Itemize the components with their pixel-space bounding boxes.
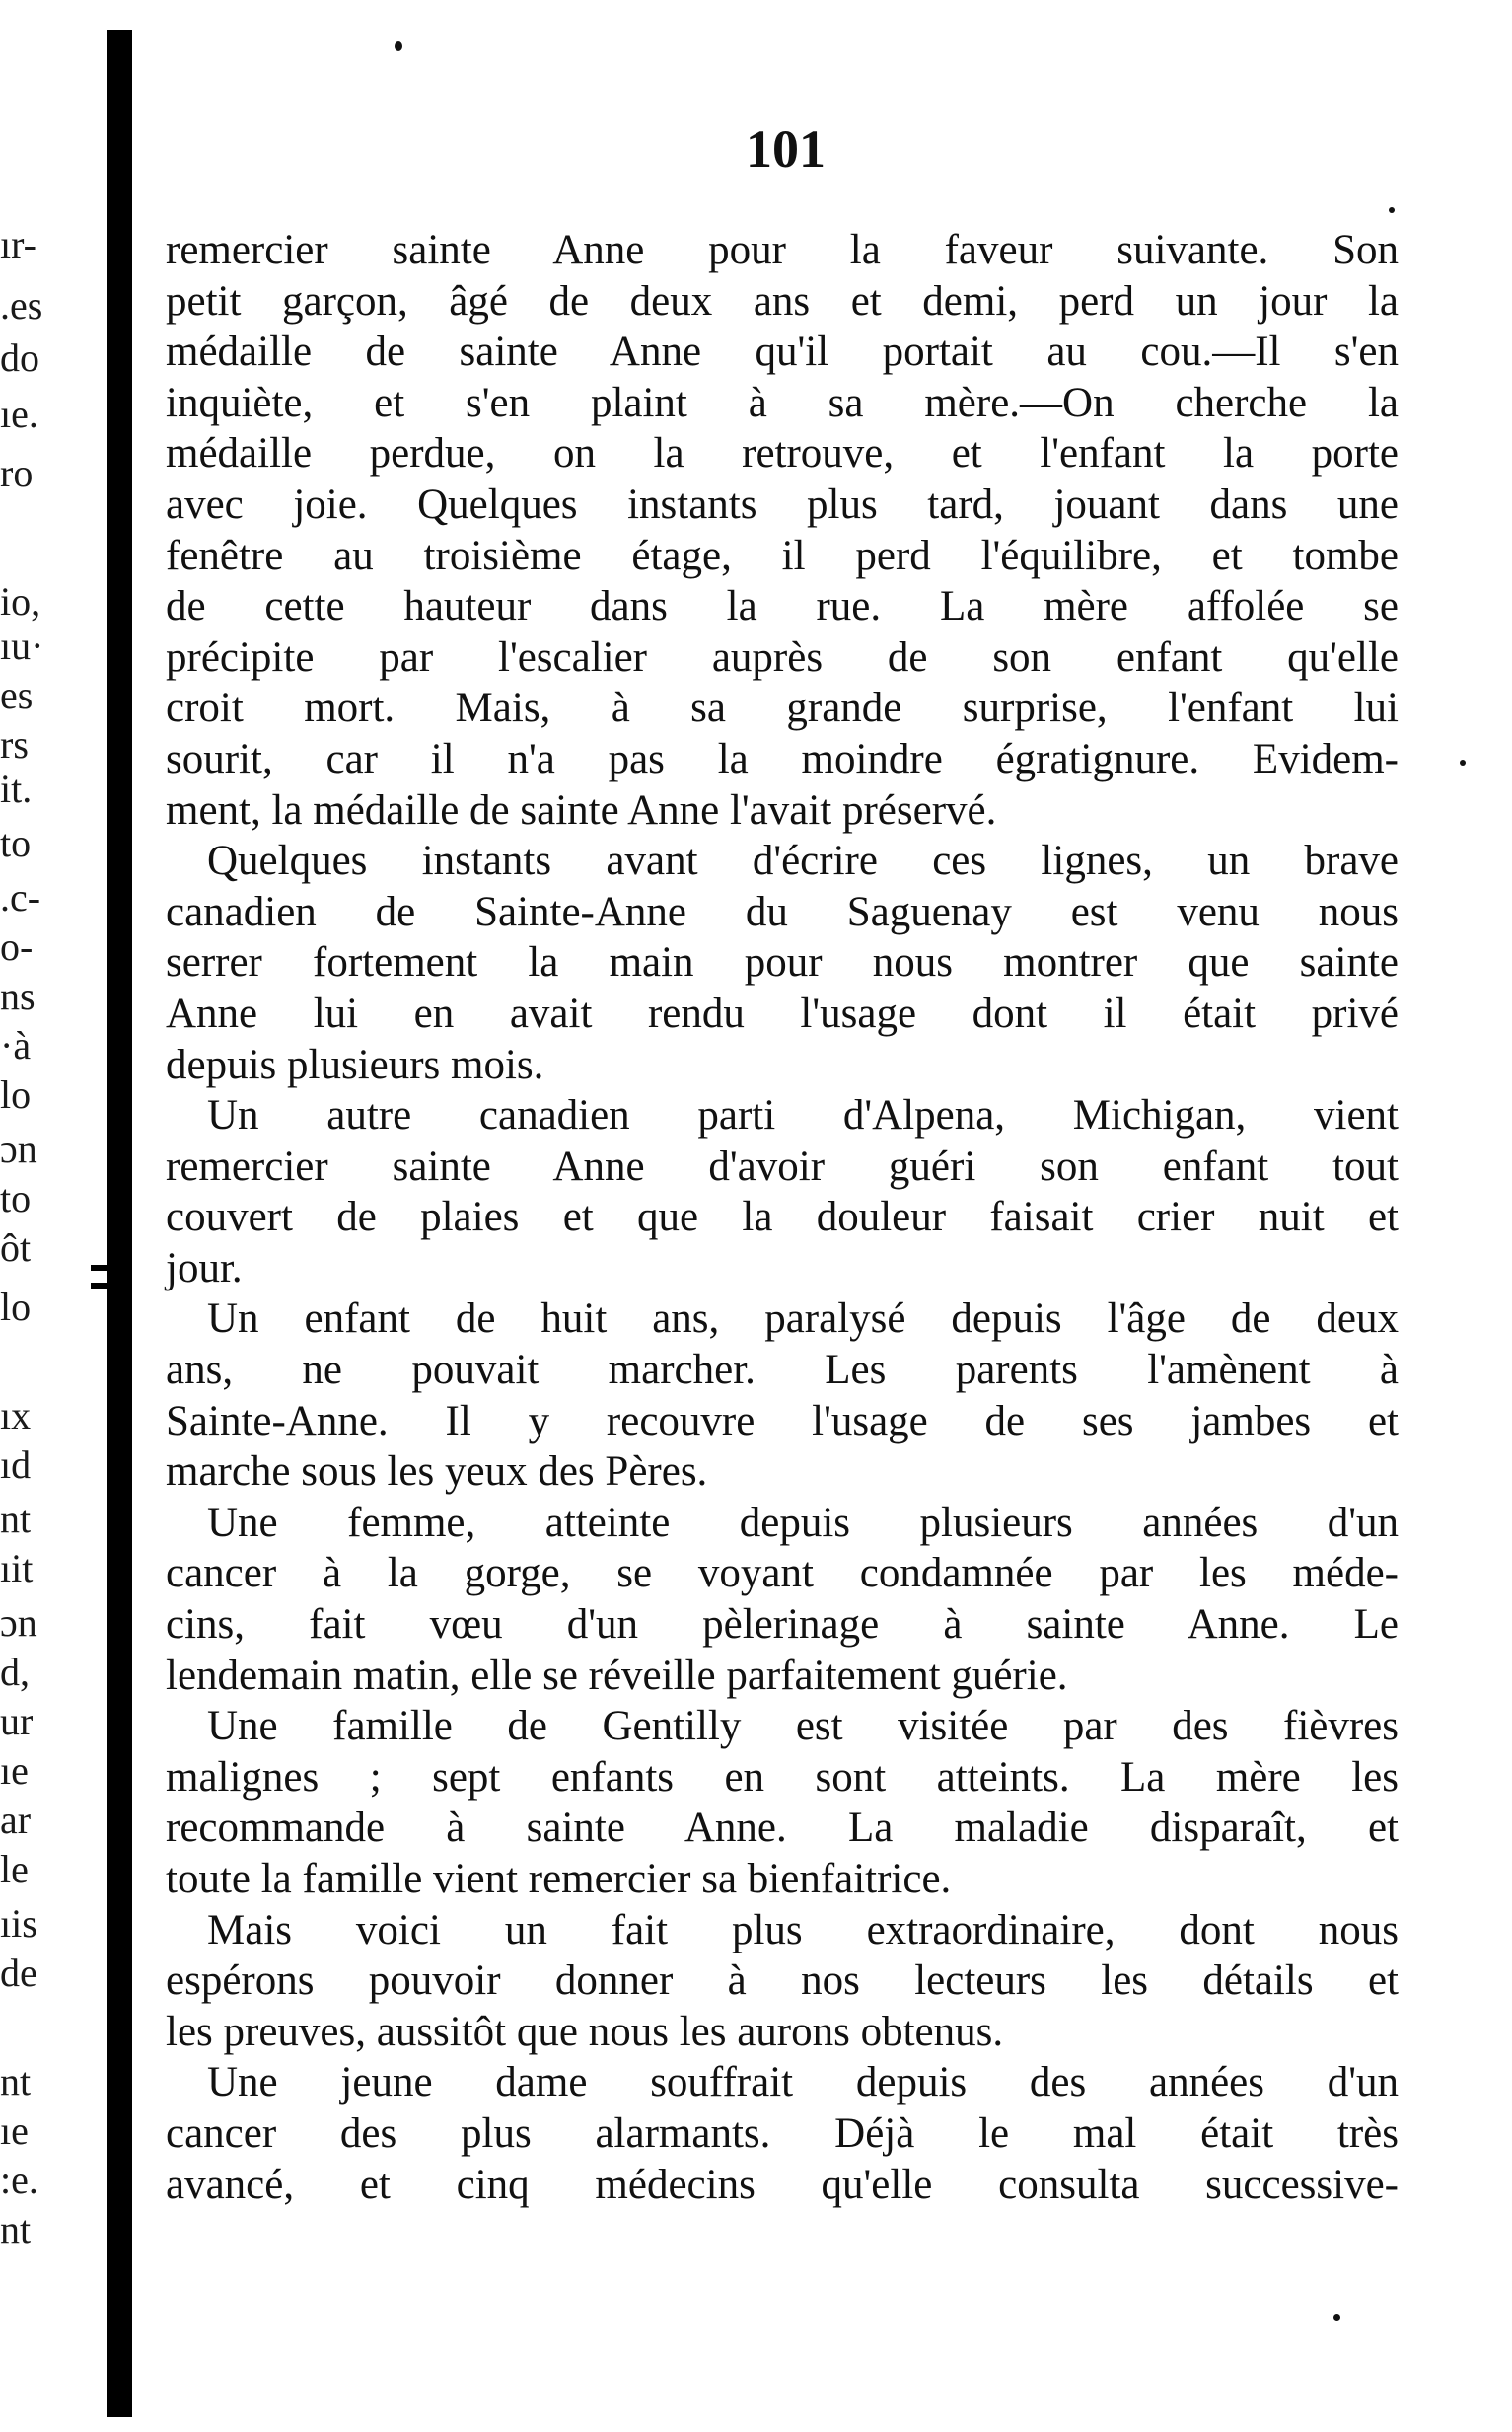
text-line: Sainte-Anne. Il y recouvre l'usage de ses jambes et bbox=[166, 1397, 1399, 1444]
gutter-mark bbox=[91, 1283, 130, 1289]
text-line: Anne lui en avait rendu l'usage dont il était privé bbox=[166, 990, 1399, 1037]
binding-gutter bbox=[107, 30, 132, 2417]
text-line: serrer fortement la main pour nous montrer que sainte bbox=[166, 939, 1399, 987]
edge-fragment: nt bbox=[0, 2207, 32, 2251]
text-line: espérons pouvoir donner à nos lecteurs les détails et bbox=[166, 1957, 1399, 2005]
edge-fragment: :e. bbox=[0, 2158, 38, 2202]
text-line: remercier sainte Anne d'avoir guéri son enfant tout bbox=[166, 1142, 1399, 1190]
edge-fragment: nt bbox=[0, 1497, 32, 1541]
edge-fragment: to bbox=[0, 1176, 32, 1220]
text-line: couvert de plaies et que la douleur faisait crier nuit et bbox=[166, 1194, 1399, 1241]
edge-fragment: lo bbox=[0, 1072, 32, 1117]
edge-fragment: d, bbox=[0, 1650, 30, 1694]
edge-fragment: ıx bbox=[0, 1393, 32, 1437]
edge-fragment: ɔn bbox=[0, 1127, 37, 1171]
text-line: de cette hauteur dans la rue. La mère affolée se bbox=[166, 583, 1399, 630]
text-line: précipite par l'escalier auprès de son enfant qu'elle bbox=[166, 633, 1399, 681]
edge-fragment: ur bbox=[0, 1699, 34, 1743]
text-line: avec joie. Quelques instants plus tard, jouant dans une bbox=[166, 480, 1399, 528]
ink-speck bbox=[1460, 760, 1466, 766]
text-line: depuis plusieurs mois. bbox=[166, 1041, 544, 1088]
page-number: 101 bbox=[746, 119, 826, 179]
text-line: jour. bbox=[166, 1244, 243, 1291]
edge-fragment: rs bbox=[0, 722, 29, 767]
edge-fragment: do bbox=[0, 335, 39, 380]
edge-fragment: lo bbox=[0, 1285, 32, 1329]
edge-fragment: o- bbox=[0, 924, 34, 969]
edge-fragment: ôt bbox=[0, 1225, 32, 1270]
text-line: toute la famille vient remercier sa bienfaitrice. bbox=[166, 1856, 952, 1902]
text-line: croit mort. Mais, à sa grande surprise, l'enfant lui bbox=[166, 685, 1399, 732]
edge-fragment: io, bbox=[0, 579, 41, 624]
text-line: médaille perdue, on la retrouve, et l'enfant la porte bbox=[166, 430, 1399, 478]
text-line: Une femme, atteinte depuis plusieurs années d'un bbox=[207, 1499, 1399, 1546]
edge-fragment: es bbox=[0, 673, 34, 717]
edge-fragment: .c- bbox=[0, 875, 41, 920]
text-line: médaille de sainte Anne qu'il portait au cou.—Il s'en bbox=[166, 329, 1399, 376]
text-line: Un enfant de huit ans, paralysé depuis l'âge de deux bbox=[207, 1295, 1399, 1343]
text-line: fenêtre au troisième étage, il perd l'équilibre, et tombe bbox=[166, 532, 1399, 579]
text-line: canadien de Sainte-Anne du Saguenay est venu nous bbox=[166, 888, 1399, 935]
text-line: cancer à la gorge, se voyant condamnée par les méde- bbox=[166, 1550, 1399, 1597]
edge-fragment: ɔn bbox=[0, 1600, 37, 1645]
edge-fragment: ıd bbox=[0, 1442, 32, 1487]
text-line: Un autre canadien parti d'Alpena, Michigan, vient bbox=[207, 1092, 1399, 1140]
text-line: cins, fait vœu d'un pèlerinage à sainte Anne. Le bbox=[166, 1601, 1399, 1649]
ink-speck bbox=[1389, 207, 1395, 213]
text-line: cancer des plus alarmants. Déjà le mal était très bbox=[166, 2109, 1399, 2157]
text-line: petit garçon, âgé de deux ans et demi, perd un jour la bbox=[166, 277, 1399, 325]
text-line: malignes ; sept enfants en sont atteints. La mère les bbox=[166, 1753, 1399, 1801]
edge-fragment: ıu· bbox=[0, 624, 44, 668]
edge-fragment: ns bbox=[0, 974, 36, 1018]
edge-fragment: ·à bbox=[0, 1023, 32, 1068]
text-line: recommande à sainte Anne. La maladie disparaît, et bbox=[166, 1805, 1399, 1852]
ink-speck bbox=[1333, 2314, 1340, 2321]
edge-fragment: de bbox=[0, 1951, 37, 1995]
text-line: marche sous les yeux des Pères. bbox=[166, 1448, 708, 1496]
edge-fragment: ıe bbox=[0, 1748, 29, 1793]
edge-fragment: ar bbox=[0, 1798, 32, 1842]
edge-fragment: ıis bbox=[0, 1901, 37, 1946]
text-line: ment, la médaille de sainte Anne l'avait préservé. bbox=[166, 786, 997, 834]
text-line: inquiète, et s'en plaint à sa mère.—On cherche la bbox=[166, 379, 1399, 426]
text-line: les preuves, aussitôt que nous les aurons obtenus. bbox=[166, 2008, 1004, 2055]
edge-fragment: ıe bbox=[0, 2108, 29, 2153]
edge-fragment: ıit bbox=[0, 1546, 34, 1590]
edge-fragment: ro bbox=[0, 451, 34, 495]
gutter-mark bbox=[91, 1265, 130, 1271]
text-line: Une jeune dame souffrait depuis des années d'un bbox=[207, 2059, 1399, 2106]
edge-fragment: le bbox=[0, 1847, 29, 1891]
text-line: remercier sainte Anne pour la faveur suivante. Son bbox=[166, 227, 1399, 273]
edge-fragment: .es bbox=[0, 283, 43, 328]
text-line: lendemain matin, elle se réveille parfaitement guérie. bbox=[166, 1652, 1068, 1699]
text-line: ans, ne pouvait marcher. Les parents l'amènent à bbox=[166, 1347, 1399, 1394]
edge-fragment: ır- bbox=[0, 222, 36, 266]
edge-fragment: nt bbox=[0, 2059, 32, 2103]
text-line: Quelques instants avant d'écrire ces lignes, un brave bbox=[207, 838, 1399, 885]
text-line: avancé, et cinq médecins qu'elle consulta successive- bbox=[166, 2161, 1399, 2208]
ink-speck bbox=[395, 41, 402, 51]
text-line: Mais voici un fait plus extraordinaire, dont nous bbox=[207, 1906, 1399, 1953]
edge-fragment: it. bbox=[0, 767, 33, 811]
edge-fragment: ıe. bbox=[0, 392, 38, 436]
edge-fragment: to bbox=[0, 821, 32, 865]
text-line: Une famille de Gentilly est visitée par des fièvres bbox=[207, 1703, 1399, 1750]
text-line: sourit, car il n'a pas la moindre égratignure. Evidem- bbox=[166, 735, 1399, 782]
body-text bbox=[166, 225, 1399, 2210]
